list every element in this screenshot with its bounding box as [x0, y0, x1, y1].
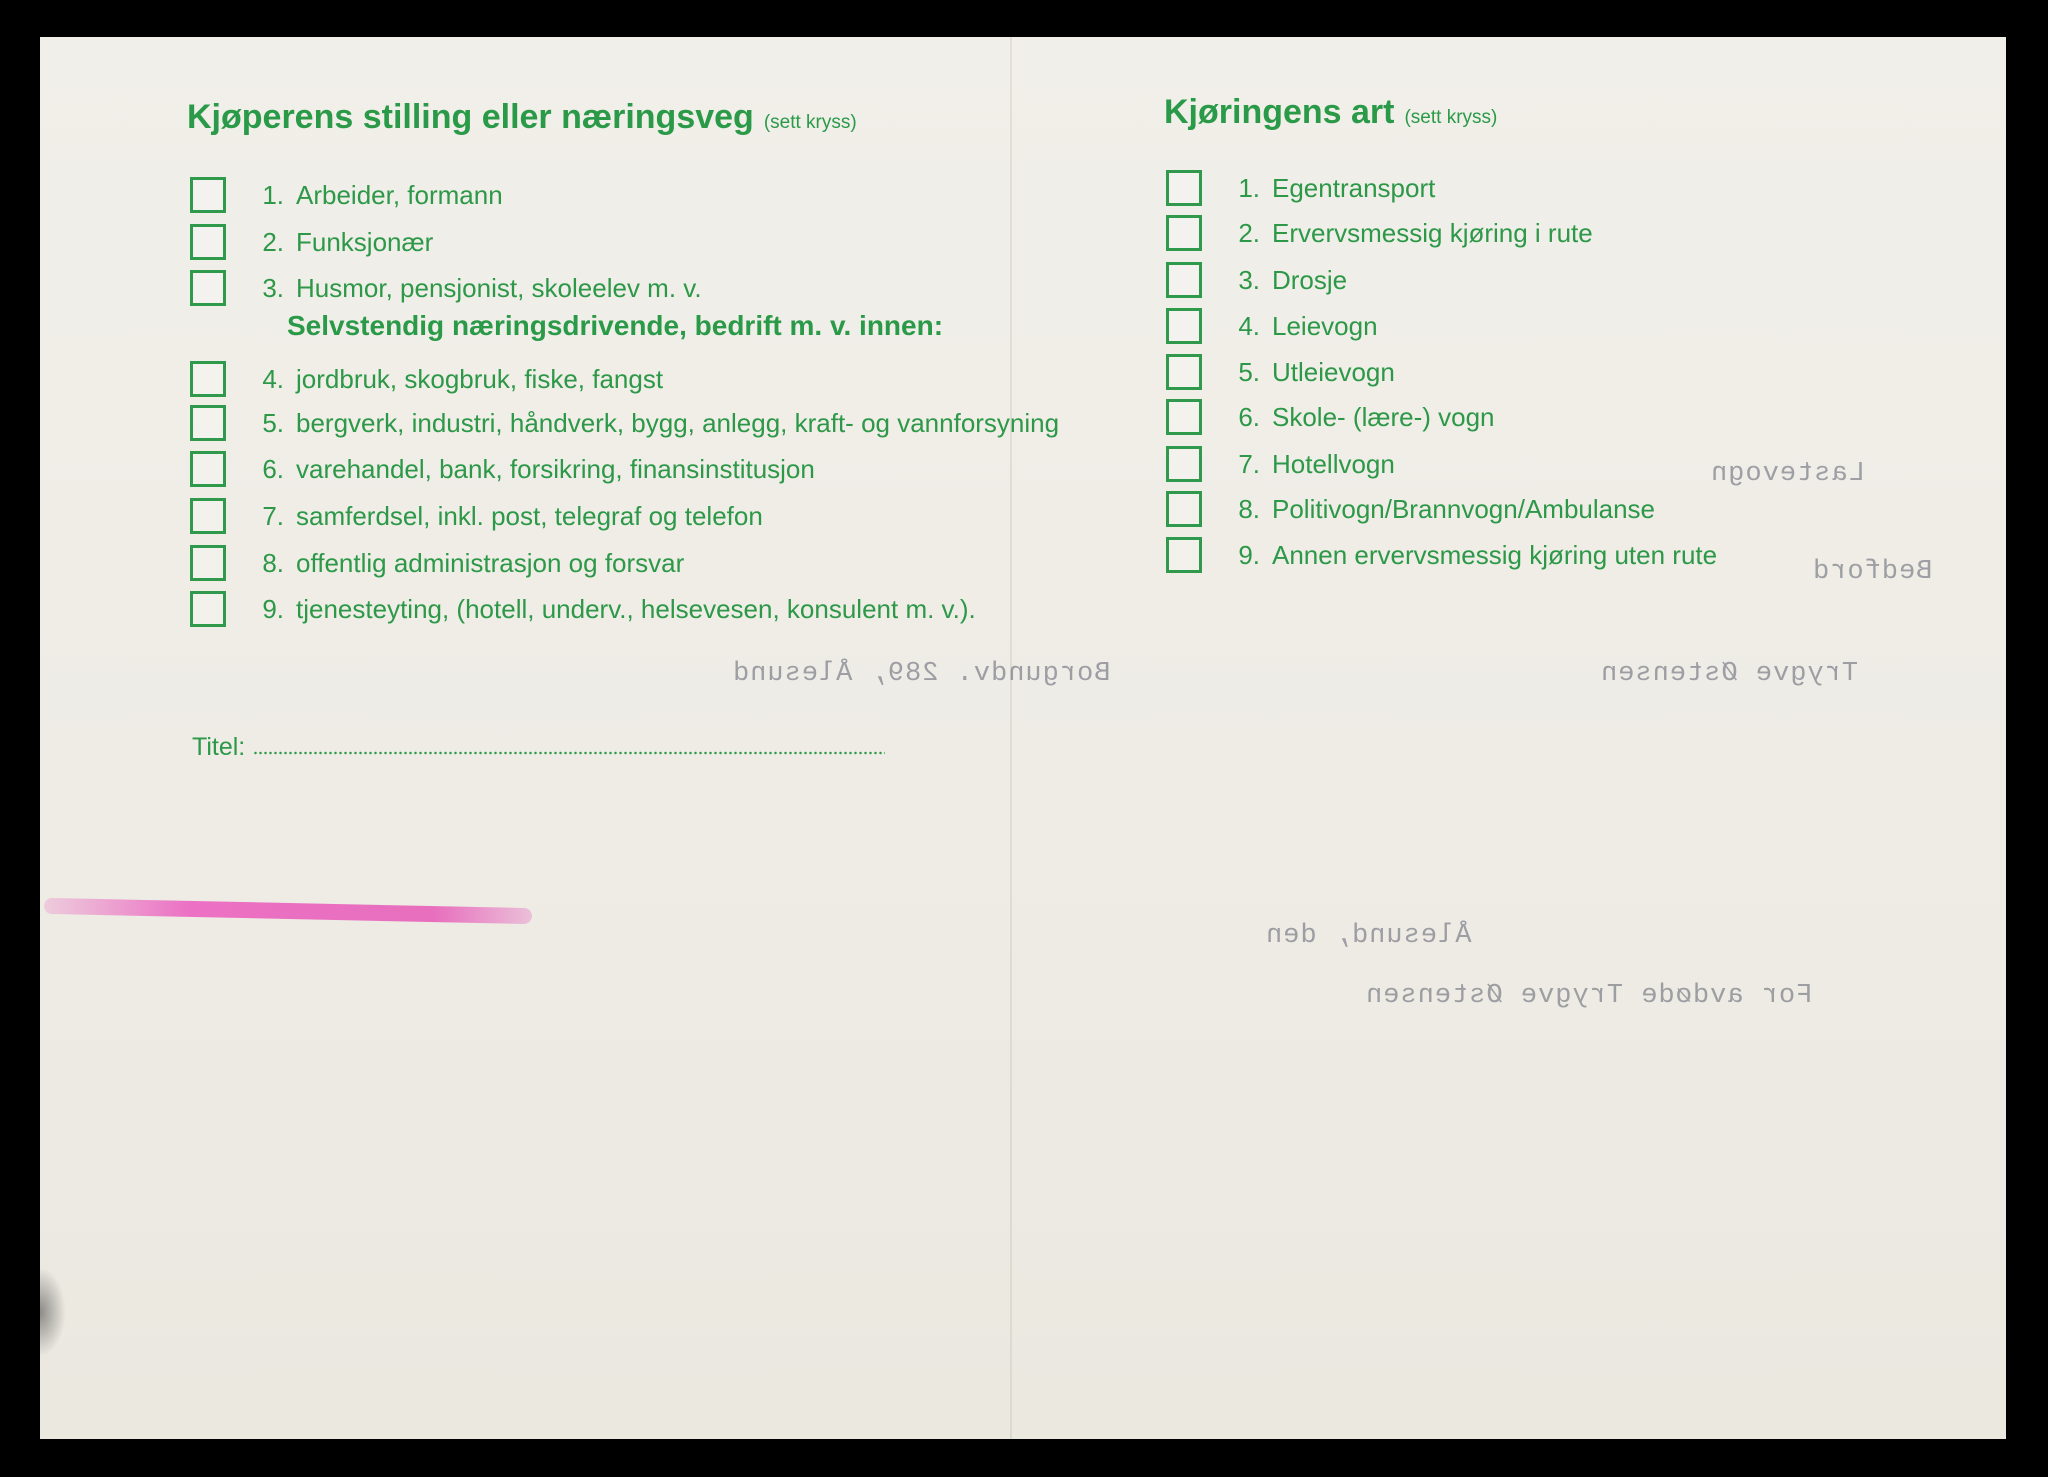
option-label: Ervervsmessig kjøring i rute [1272, 217, 1593, 248]
bleed-through-line-1: Lastevogn [1710, 459, 1865, 489]
bleed-through-line-5: Ålesund, den [1265, 921, 1472, 951]
option-label: Drosje [1272, 264, 1348, 295]
option-number: 6. [1238, 401, 1260, 432]
option-label: Arbeider, formann [296, 179, 503, 210]
option-number: 1. [262, 179, 284, 210]
driving-type-option-6[interactable] [1166, 397, 1495, 437]
option-number: 2. [1238, 217, 1260, 248]
occupation-option-7[interactable] [190, 496, 763, 536]
pink-marker-stroke [44, 898, 532, 924]
driving-type-option-9[interactable] [1166, 535, 1717, 575]
page-fold [1010, 37, 1012, 1439]
checkbox[interactable] [190, 451, 226, 487]
option-label: Politivogn/Brannvogn/Ambulanse [1272, 493, 1656, 524]
option-label: bergverk, industri, håndverk, bygg, anlegg, kraft- og vannforsyning [296, 407, 1060, 438]
option-number: 7. [262, 500, 284, 531]
option-label: samferdsel, inkl. post, telegraf og telefon [296, 500, 763, 531]
checkbox[interactable] [190, 545, 226, 581]
driving-type-option-3[interactable] [1166, 260, 1347, 300]
option-number: 5. [262, 407, 284, 438]
checkbox[interactable] [190, 405, 226, 441]
checkbox[interactable] [190, 224, 226, 260]
option-number: 9. [1238, 539, 1260, 570]
driving-type-option-1[interactable] [1166, 168, 1435, 208]
checkbox[interactable] [190, 270, 226, 306]
checkbox[interactable] [1166, 170, 1202, 206]
checkbox[interactable] [1166, 354, 1202, 390]
document-page [40, 37, 2006, 1439]
option-label: varehandel, bank, forsikring, finansinstitusjon [296, 453, 815, 484]
title-field-dotted-line[interactable] [253, 751, 885, 755]
occupation-option-4[interactable] [190, 359, 663, 399]
option-number: 4. [262, 363, 284, 394]
option-label: Utleievogn [1272, 356, 1395, 387]
checkbox[interactable] [1166, 491, 1202, 527]
self-employed-heading: Selvstendig næringsdrivende, bedrift m. v. innen: [287, 310, 944, 341]
occupation-option-2[interactable] [190, 222, 433, 262]
bleed-through-line-6: For avdøde Trygve Østensen [1365, 981, 1813, 1011]
bleed-through-line-4: Borgundv. 289, Ålesund [732, 659, 1111, 689]
driving-type-option-4[interactable] [1166, 306, 1378, 346]
bleed-through-line-2: Bedford [1812, 557, 1933, 587]
option-number: 7. [1238, 448, 1260, 479]
checkbox[interactable] [190, 498, 226, 534]
option-label: Annen ervervsmessig kjøring uten rute [1272, 539, 1718, 570]
option-label: Hotellvogn [1272, 448, 1395, 479]
checkbox[interactable] [190, 591, 226, 627]
occupation-option-9[interactable] [190, 589, 976, 629]
driving-type-option-7[interactable] [1166, 444, 1395, 484]
option-number: 3. [1238, 264, 1260, 295]
option-label: tjenesteyting, (hotell, underv., helsevesen, konsulent m. v.). [296, 593, 976, 624]
occupation-option-8[interactable] [190, 543, 684, 583]
title-field-label: Titel: [192, 733, 246, 761]
option-number: 4. [1238, 310, 1260, 341]
option-label: Egentransport [1272, 172, 1436, 203]
option-number: 6. [262, 453, 284, 484]
title-field[interactable] [192, 733, 885, 762]
occupation-option-6[interactable] [190, 449, 815, 489]
option-number: 1. [1238, 172, 1260, 203]
checkbox[interactable] [1166, 399, 1202, 435]
option-label: Funksjonær [296, 226, 434, 257]
checkbox[interactable] [1166, 446, 1202, 482]
occupation-option-3[interactable] [190, 268, 702, 308]
option-label: Skole- (lære-) vogn [1272, 401, 1495, 432]
right-section-title [1164, 93, 1497, 132]
checkbox[interactable] [1166, 308, 1202, 344]
bleed-through-line-3: Trygve Østensen [1600, 659, 1859, 689]
ink-smudge [40, 1267, 66, 1357]
option-number: 9. [262, 593, 284, 624]
left-section-title-text: Kjøperens stilling eller næringsveg [187, 98, 754, 136]
checkbox[interactable] [1166, 537, 1202, 573]
option-label: Husmor, pensjonist, skoleelev m. v. [296, 272, 702, 303]
driving-type-option-5[interactable] [1166, 352, 1395, 392]
checkbox[interactable] [1166, 262, 1202, 298]
option-label: Leievogn [1272, 310, 1378, 341]
driving-type-option-2[interactable] [1166, 213, 1593, 253]
option-number: 8. [262, 547, 284, 578]
option-number: 2. [262, 226, 284, 257]
option-number: 3. [262, 272, 284, 303]
option-label: offentlig administrasjon og forsvar [296, 547, 685, 578]
occupation-option-1[interactable] [190, 175, 503, 215]
checkbox[interactable] [1166, 215, 1202, 251]
left-section-title [187, 98, 857, 137]
occupation-option-5[interactable] [190, 403, 1059, 443]
right-section-note: (sett kryss) [1404, 107, 1498, 128]
driving-type-option-8[interactable] [1166, 489, 1655, 529]
right-section-title-text: Kjøringens art [1164, 93, 1395, 131]
option-label: jordbruk, skogbruk, fiske, fangst [296, 363, 664, 394]
option-number: 8. [1238, 493, 1260, 524]
option-number: 5. [1238, 356, 1260, 387]
checkbox[interactable] [190, 177, 226, 213]
checkbox[interactable] [190, 361, 226, 397]
left-section-note: (sett kryss) [763, 112, 857, 133]
